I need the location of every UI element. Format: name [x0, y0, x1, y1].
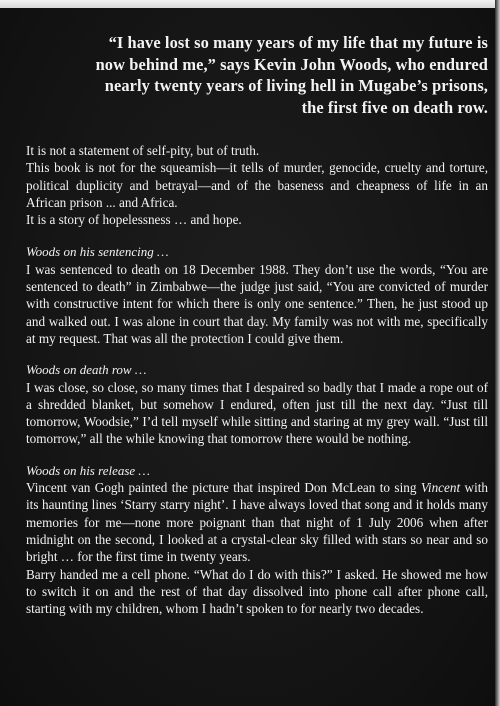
section-release — [26, 462, 488, 618]
song-title: Vincent — [420, 480, 461, 496]
intro-line: It is not a statement of self-pity, but of truth. — [26, 143, 260, 158]
section-body — [26, 479, 488, 617]
section-body: I was sentenced to death on 18 December 1988. They don’t use the words, “You are sentenced to death” in Zimbabwe—the judge just said, “You are convicted of murder with constructive intent for which there is only one sentence.” Then, he just stood up and walked out. I was alone in court that day. My family was not with me, specifically at my request. That was all the protection I could give them. — [26, 261, 488, 346]
headline-line: “I have lost so many years of my life that my future is — [108, 33, 488, 52]
phone-paragraph: Barry handed me a cell phone. “What do I do with this?” I asked. He showed me how to switch it on and the rest of that day dissolved into phone call after phone call, starting with my children, whom I hadn’t spoken to for nearly two decades. — [26, 566, 488, 617]
release-text-end: with its haunting lines ‘Starry starry night’. I have always loved that song and it holds many memories for me—none more poignant than that night of 1 July 2006 when after midnight on the second, I looked at a crystal-clear sky filled with stars so near and so bright … for the first time in twenty years. — [26, 480, 488, 565]
page-edge-top — [0, 0, 500, 8]
section-sentencing — [26, 243, 488, 347]
headline-line: nearly twenty years of living hell in Mugabe’s prisons, — [104, 76, 488, 95]
section-death-row — [26, 361, 488, 447]
page-edge-right — [495, 0, 500, 706]
intro-line: It is a story of hopelessness … and hope. — [26, 212, 242, 228]
headline-quote — [26, 32, 488, 118]
section-body: I was close, so close, so many times that I despaired so badly that I made a rope out of a shredded blanket, but somehow I endured, often just till the next day. “Just till tomorrow, Woodsie,” I’d tell myself while sitting and staring at my grey wall. “Just till tomorrow,” all the while knowing that tomorrow there would be nothing. — [26, 379, 488, 447]
headline-line: now behind me,” says Kevin John Woods, who endured — [95, 54, 488, 74]
headline-line: the first five on death row. — [301, 97, 488, 117]
section-title: Woods on death row … — [26, 362, 147, 378]
section-title: Woods on his sentencing … — [26, 244, 169, 260]
release-text-start: Vincent van Gogh painted the picture that inspired Don McLean to sing — [26, 480, 421, 496]
cover-text — [26, 32, 488, 631]
intro-line: This book is not for the squeamish—it tells of murder, genocide, cruelty and torture, political duplicity and betrayal—and of the baseness and cheapness of life in an African prison ... and Africa. — [26, 160, 488, 210]
intro-paragraph — [26, 142, 488, 228]
section-title: Woods on his release … — [26, 462, 150, 478]
release-paragraph — [26, 479, 488, 565]
